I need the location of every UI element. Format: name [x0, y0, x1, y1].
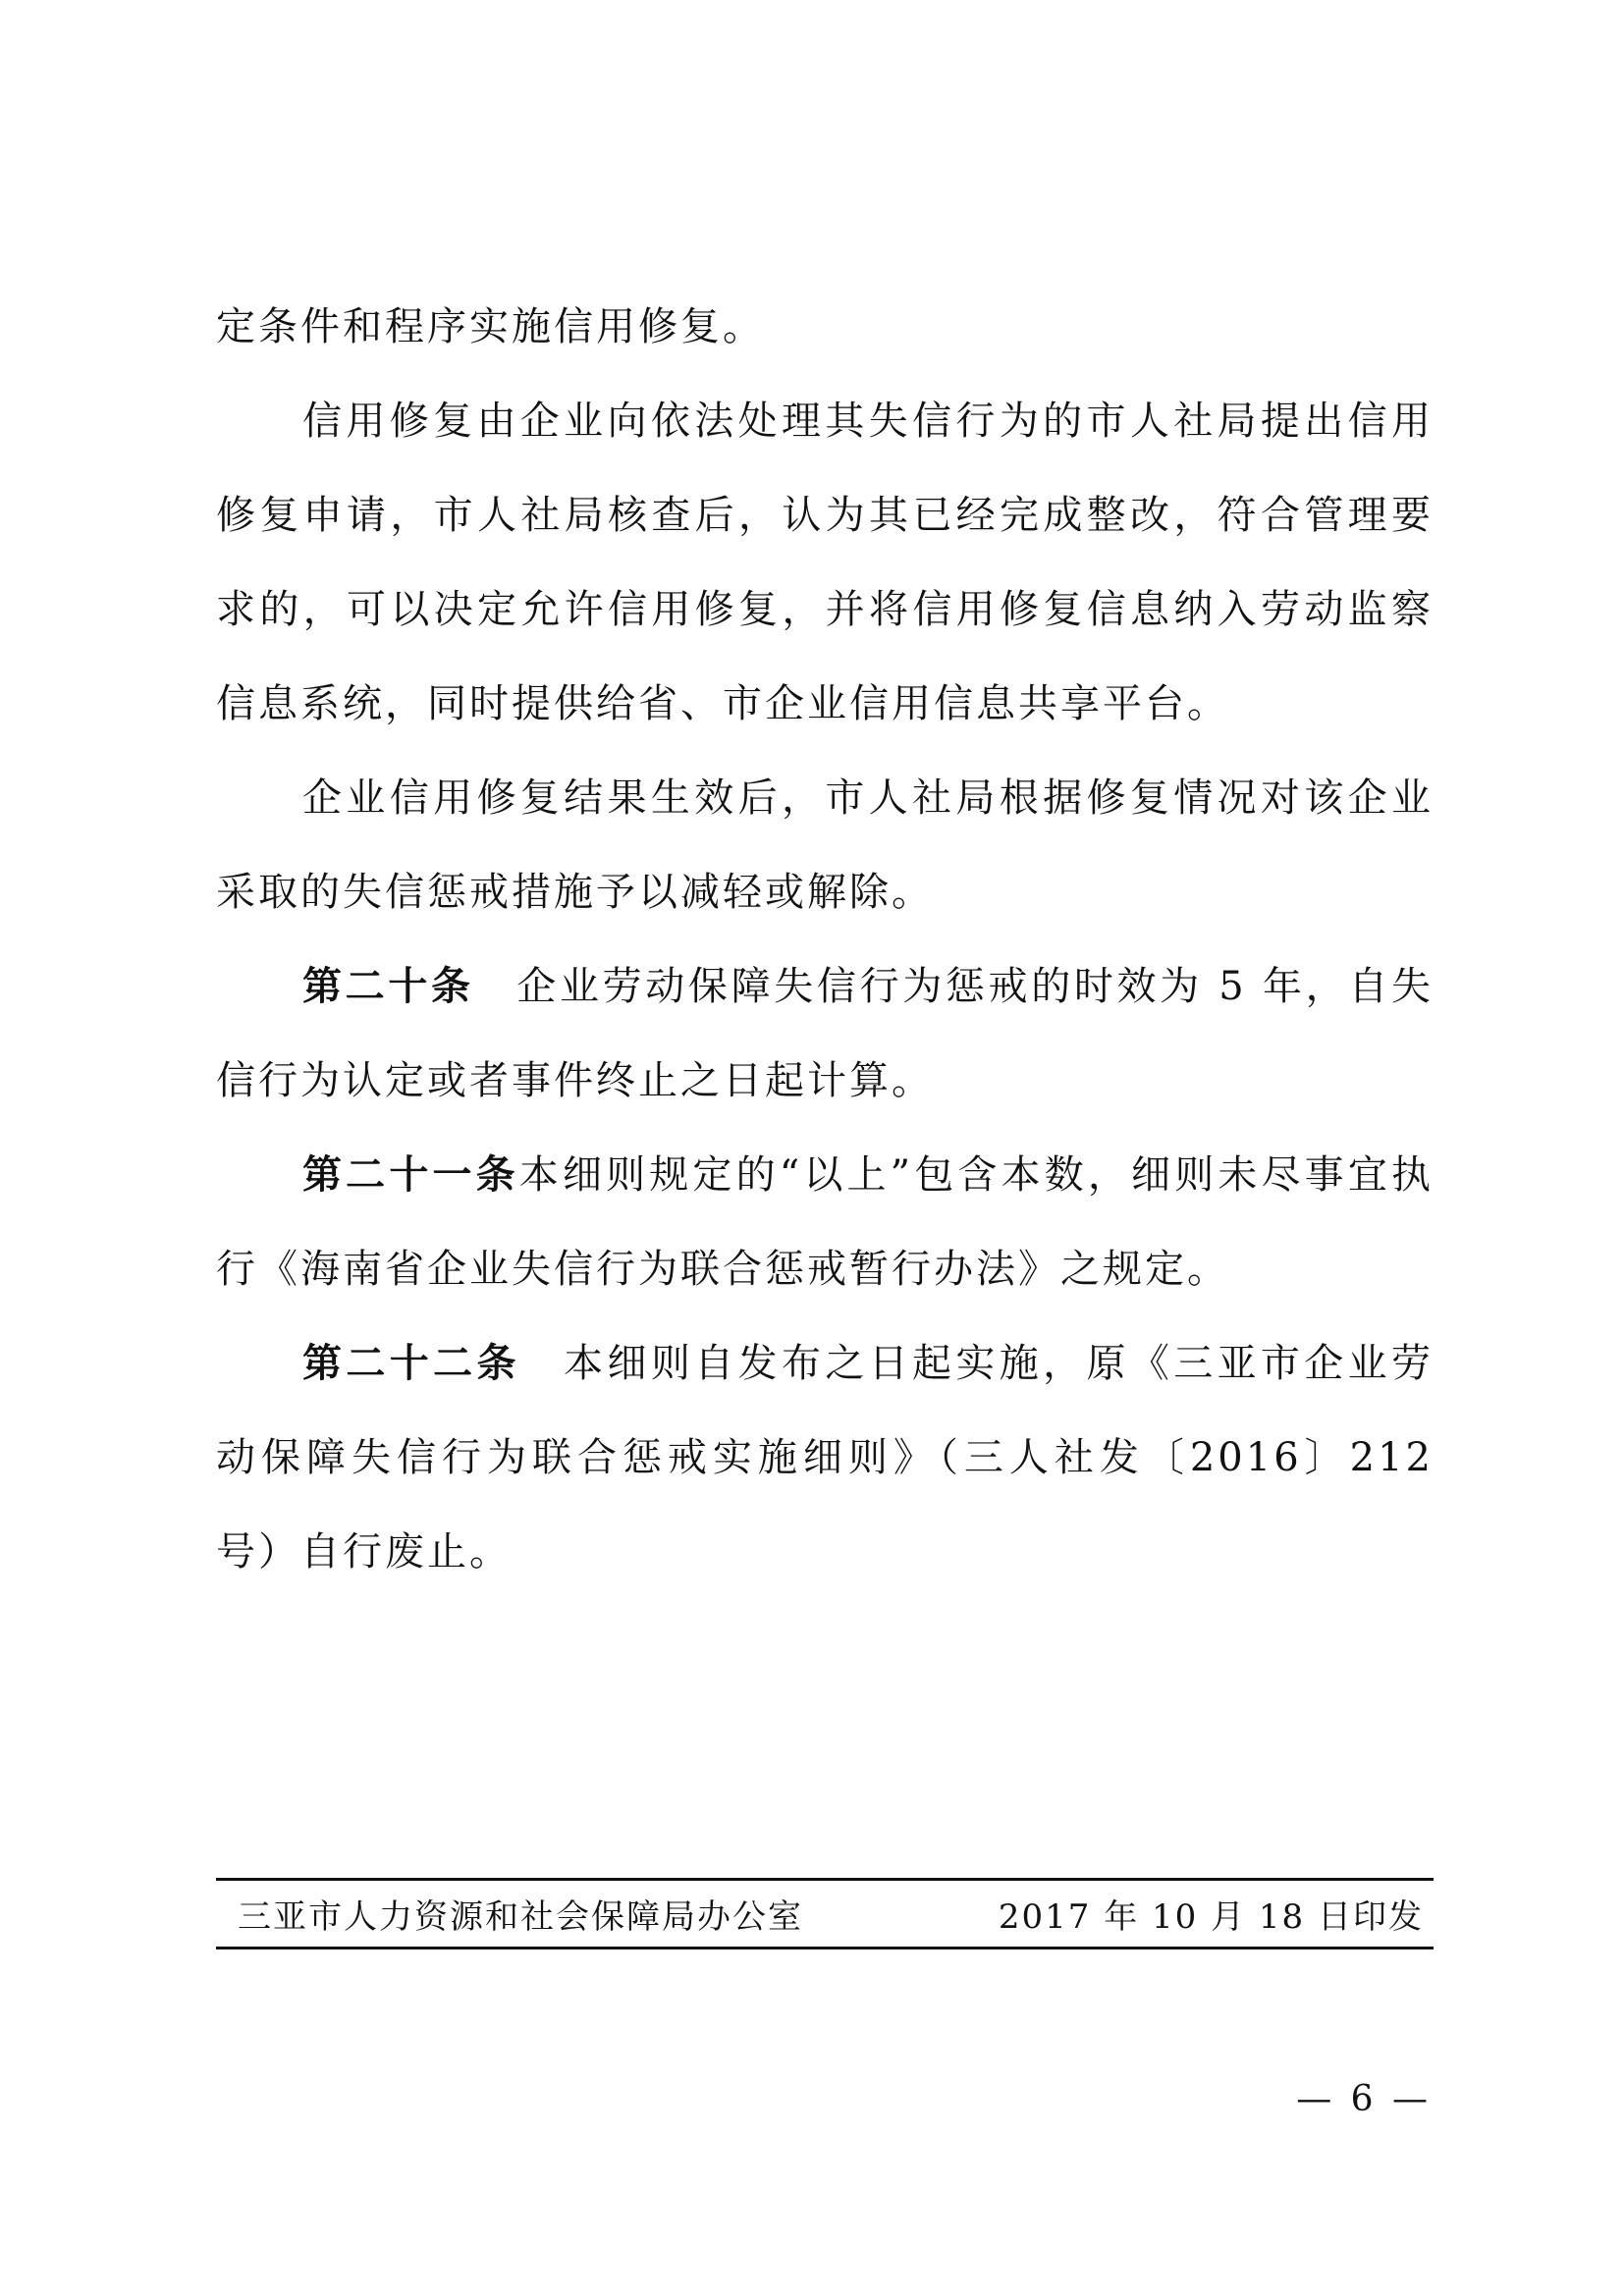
- article-20: [216, 939, 1434, 1128]
- article-heading: 第二十二条: [302, 1340, 520, 1386]
- article-22: [216, 1316, 1434, 1599]
- footer-bottom-rule: [216, 1947, 1434, 1949]
- article-text: 企业劳动保障失信行为惩戒的时效为 5 年，自失信行为认定或者事件终止之日起计算。: [216, 964, 1434, 1103]
- footer-top-rule: [216, 1878, 1434, 1881]
- article-heading: 第二十一条: [302, 1151, 519, 1198]
- paragraph-credit-repair-application: [216, 374, 1434, 751]
- paragraph-text: 信用修复由企业向依法处理其失信行为的市人社局提出信用修复申请，市人社局核查后，认为其已经完成整改，符合管理要求的，可以决定允许信用修复，并将信用修复信息纳入劳动监察信息系统，同时提供给省、市企业信用信息共享平台。: [216, 399, 1434, 726]
- article-heading: 第二十条: [302, 963, 474, 1009]
- article-text: 本细则自发布之日起实施，原《三亚市企业劳动保障失信行为联合惩戒实施细则》（三人社发〔2016〕212 号）自行废止。: [216, 1341, 1435, 1575]
- paragraph-credit-repair-result: [216, 751, 1434, 939]
- issuer-name: 三亚市人力资源和社会保障局办公室: [238, 1896, 803, 1937]
- paragraph-text: 企业信用修复结果生效后，市人社局根据修复情况对该企业采取的失信惩戒措施予以减轻或解除。: [216, 775, 1434, 915]
- paragraph-text: 定条件和程序实施信用修复。: [216, 304, 765, 349]
- page-number: — 6 —: [1296, 2079, 1432, 2119]
- issue-date: 2017 年 10 月 18 日印发: [998, 1896, 1424, 1937]
- paragraph-continuation: [216, 280, 1434, 374]
- article-text: 本细则规定的“以上”包含本数，细则未尽事宜执行《海南省企业失信行为联合惩戒暂行办法》之规定。: [216, 1152, 1435, 1292]
- article-21: [216, 1128, 1434, 1316]
- body-text: [216, 280, 1434, 1599]
- issuance-footer: [216, 1883, 1434, 1944]
